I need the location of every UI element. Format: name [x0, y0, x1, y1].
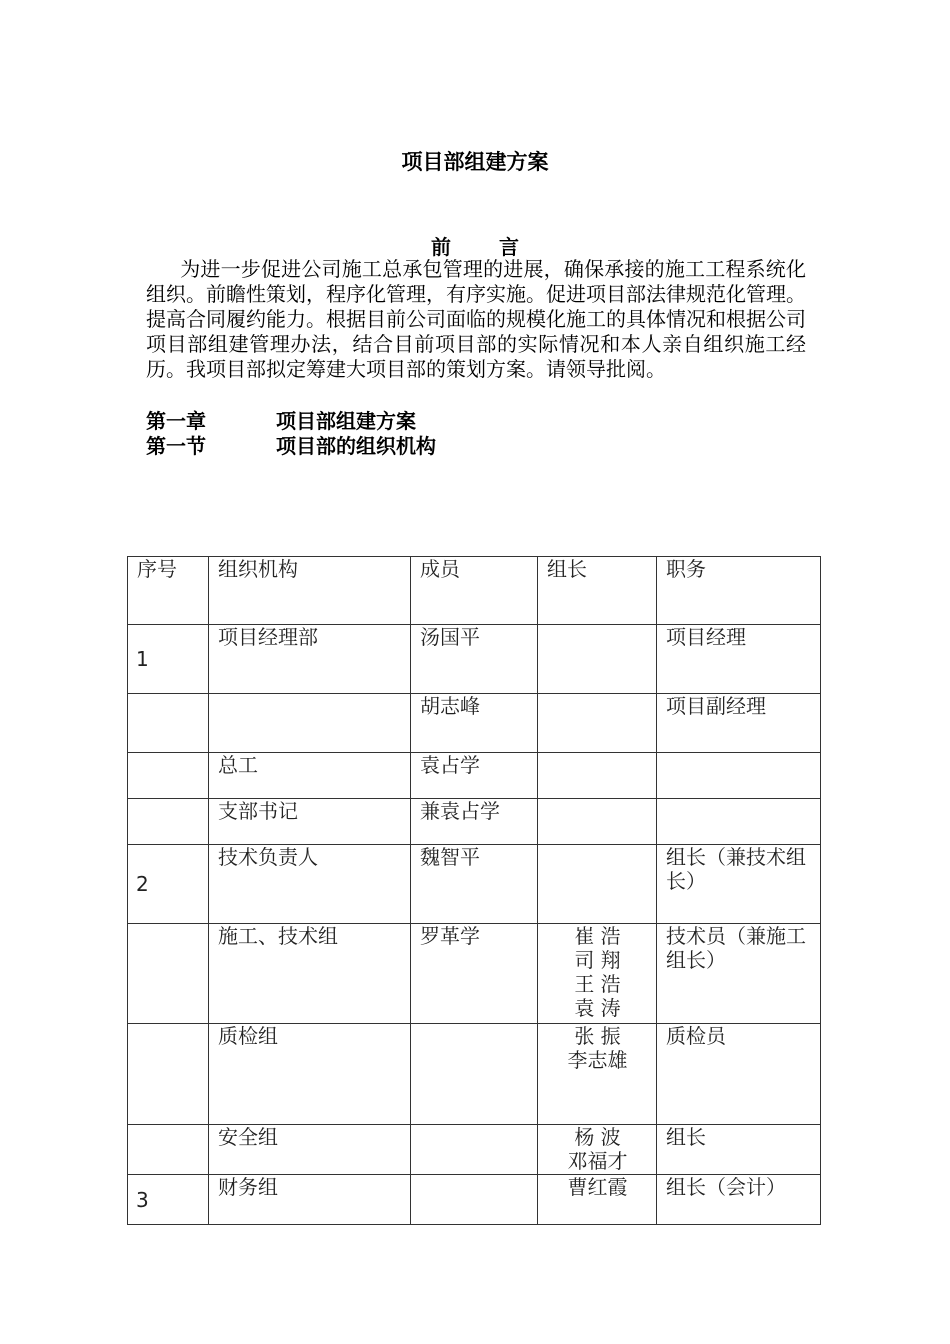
- cell-leader: [538, 799, 657, 845]
- cell-num: [128, 1125, 209, 1175]
- cell-member: [411, 1175, 538, 1225]
- leader-name: 李志雄: [567, 1048, 628, 1072]
- table-row: [128, 1175, 821, 1225]
- cell-num: [128, 924, 209, 1024]
- leader-name: 袁 涛: [574, 996, 621, 1020]
- cell-duty: 组长: [657, 1125, 821, 1175]
- leader-name: 杨 波: [574, 1125, 621, 1149]
- leader-name: 司 翔: [574, 948, 621, 972]
- cell-duty: [657, 799, 821, 845]
- header-member: 成员: [411, 557, 538, 625]
- cell-leader: [538, 924, 657, 1024]
- section-title: 项目部的组织机构: [276, 434, 436, 458]
- cell-duty: 技术员（兼施工组长）: [657, 924, 821, 1024]
- cell-num: 3: [128, 1175, 209, 1225]
- cell-member: 袁占学: [411, 753, 538, 799]
- cell-org: [209, 694, 411, 753]
- cell-member: 兼袁占学: [411, 799, 538, 845]
- leader-name: 王 浩: [574, 972, 621, 996]
- cell-num: [128, 753, 209, 799]
- cell-leader: [538, 625, 657, 694]
- header-leader: 组长: [538, 557, 657, 625]
- cell-leader: [538, 845, 657, 924]
- leader-name: 曹红霞: [567, 1175, 628, 1199]
- cell-org: 总工: [209, 753, 411, 799]
- cell-leader: [538, 1024, 657, 1125]
- cell-member: 罗革学: [411, 924, 538, 1024]
- preface-heading-left: 前: [431, 235, 451, 259]
- document-title: 项目部组建方案: [401, 150, 549, 174]
- chapter-title: 项目部组建方案: [276, 409, 416, 433]
- cell-org: 项目经理部: [209, 625, 411, 694]
- header-num: 序号: [128, 557, 209, 625]
- cell-member: [411, 1024, 538, 1125]
- preface-heading: [0, 231, 950, 260]
- chapter-label: 第一章: [146, 409, 206, 433]
- header-org: 组织机构: [209, 557, 411, 625]
- table-header-row: [128, 557, 821, 625]
- cell-duty: 组长（兼技术组长）: [657, 845, 821, 924]
- cell-member: 魏智平: [411, 845, 538, 924]
- table-row: [128, 694, 821, 753]
- cell-org: 施工、技术组: [209, 924, 411, 1024]
- section-label: 第一节: [146, 434, 206, 458]
- cell-org: 安全组: [209, 1125, 411, 1175]
- header-duty: 职务: [657, 557, 821, 625]
- preface-heading-right: 言: [499, 235, 519, 259]
- table-row: [128, 845, 821, 924]
- cell-member: 胡志峰: [411, 694, 538, 753]
- cell-member: [411, 1125, 538, 1175]
- cell-duty: 项目经理: [657, 625, 821, 694]
- table-row: [128, 1024, 821, 1125]
- cell-duty: [657, 753, 821, 799]
- cell-leader: [538, 753, 657, 799]
- section-heading: [146, 430, 436, 459]
- cell-org: 支部书记: [209, 799, 411, 845]
- cell-org: 技术负责人: [209, 845, 411, 924]
- cell-num: 1: [128, 625, 209, 694]
- cell-num: 2: [128, 845, 209, 924]
- leader-name: 邓福才: [567, 1149, 628, 1173]
- leader-name: 张 振: [574, 1024, 621, 1048]
- leader-name: 崔 浩: [574, 924, 621, 948]
- cell-num: [128, 799, 209, 845]
- preface-paragraph: [146, 257, 806, 382]
- cell-duty: 项目副经理: [657, 694, 821, 753]
- cell-leader: [538, 694, 657, 753]
- cell-org: 质检组: [209, 1024, 411, 1125]
- table-row: [128, 753, 821, 799]
- cell-duty: 质检员: [657, 1024, 821, 1125]
- cell-leader: [538, 1125, 657, 1175]
- cell-duty: 组长（会计）: [657, 1175, 821, 1225]
- table-row: [128, 1125, 821, 1175]
- table-row: [128, 625, 821, 694]
- cell-org: 财务组: [209, 1175, 411, 1225]
- table-row: [128, 799, 821, 845]
- cell-num: [128, 1024, 209, 1125]
- cell-member: 汤国平: [411, 625, 538, 694]
- cell-leader: [538, 1175, 657, 1225]
- preface-text: 为进一步促进公司施工总承包管理的进展，确保承接的施工工程系统化组织。前瞻性策划，程序化管理，有序实施。促进项目部法律规范化管理。提高合同履约能力。根据目前公司面临的规模化施工的具体情况和根据公司项目部组建管理办法，结合目前项目部的实际情况和本人亲自组织施工经历。我项目部拟定筹建大项目部的策划方案。请领导批阅。: [146, 257, 806, 381]
- organization-table: [127, 556, 821, 1225]
- table-row: [128, 924, 821, 1024]
- cell-num: [128, 694, 209, 753]
